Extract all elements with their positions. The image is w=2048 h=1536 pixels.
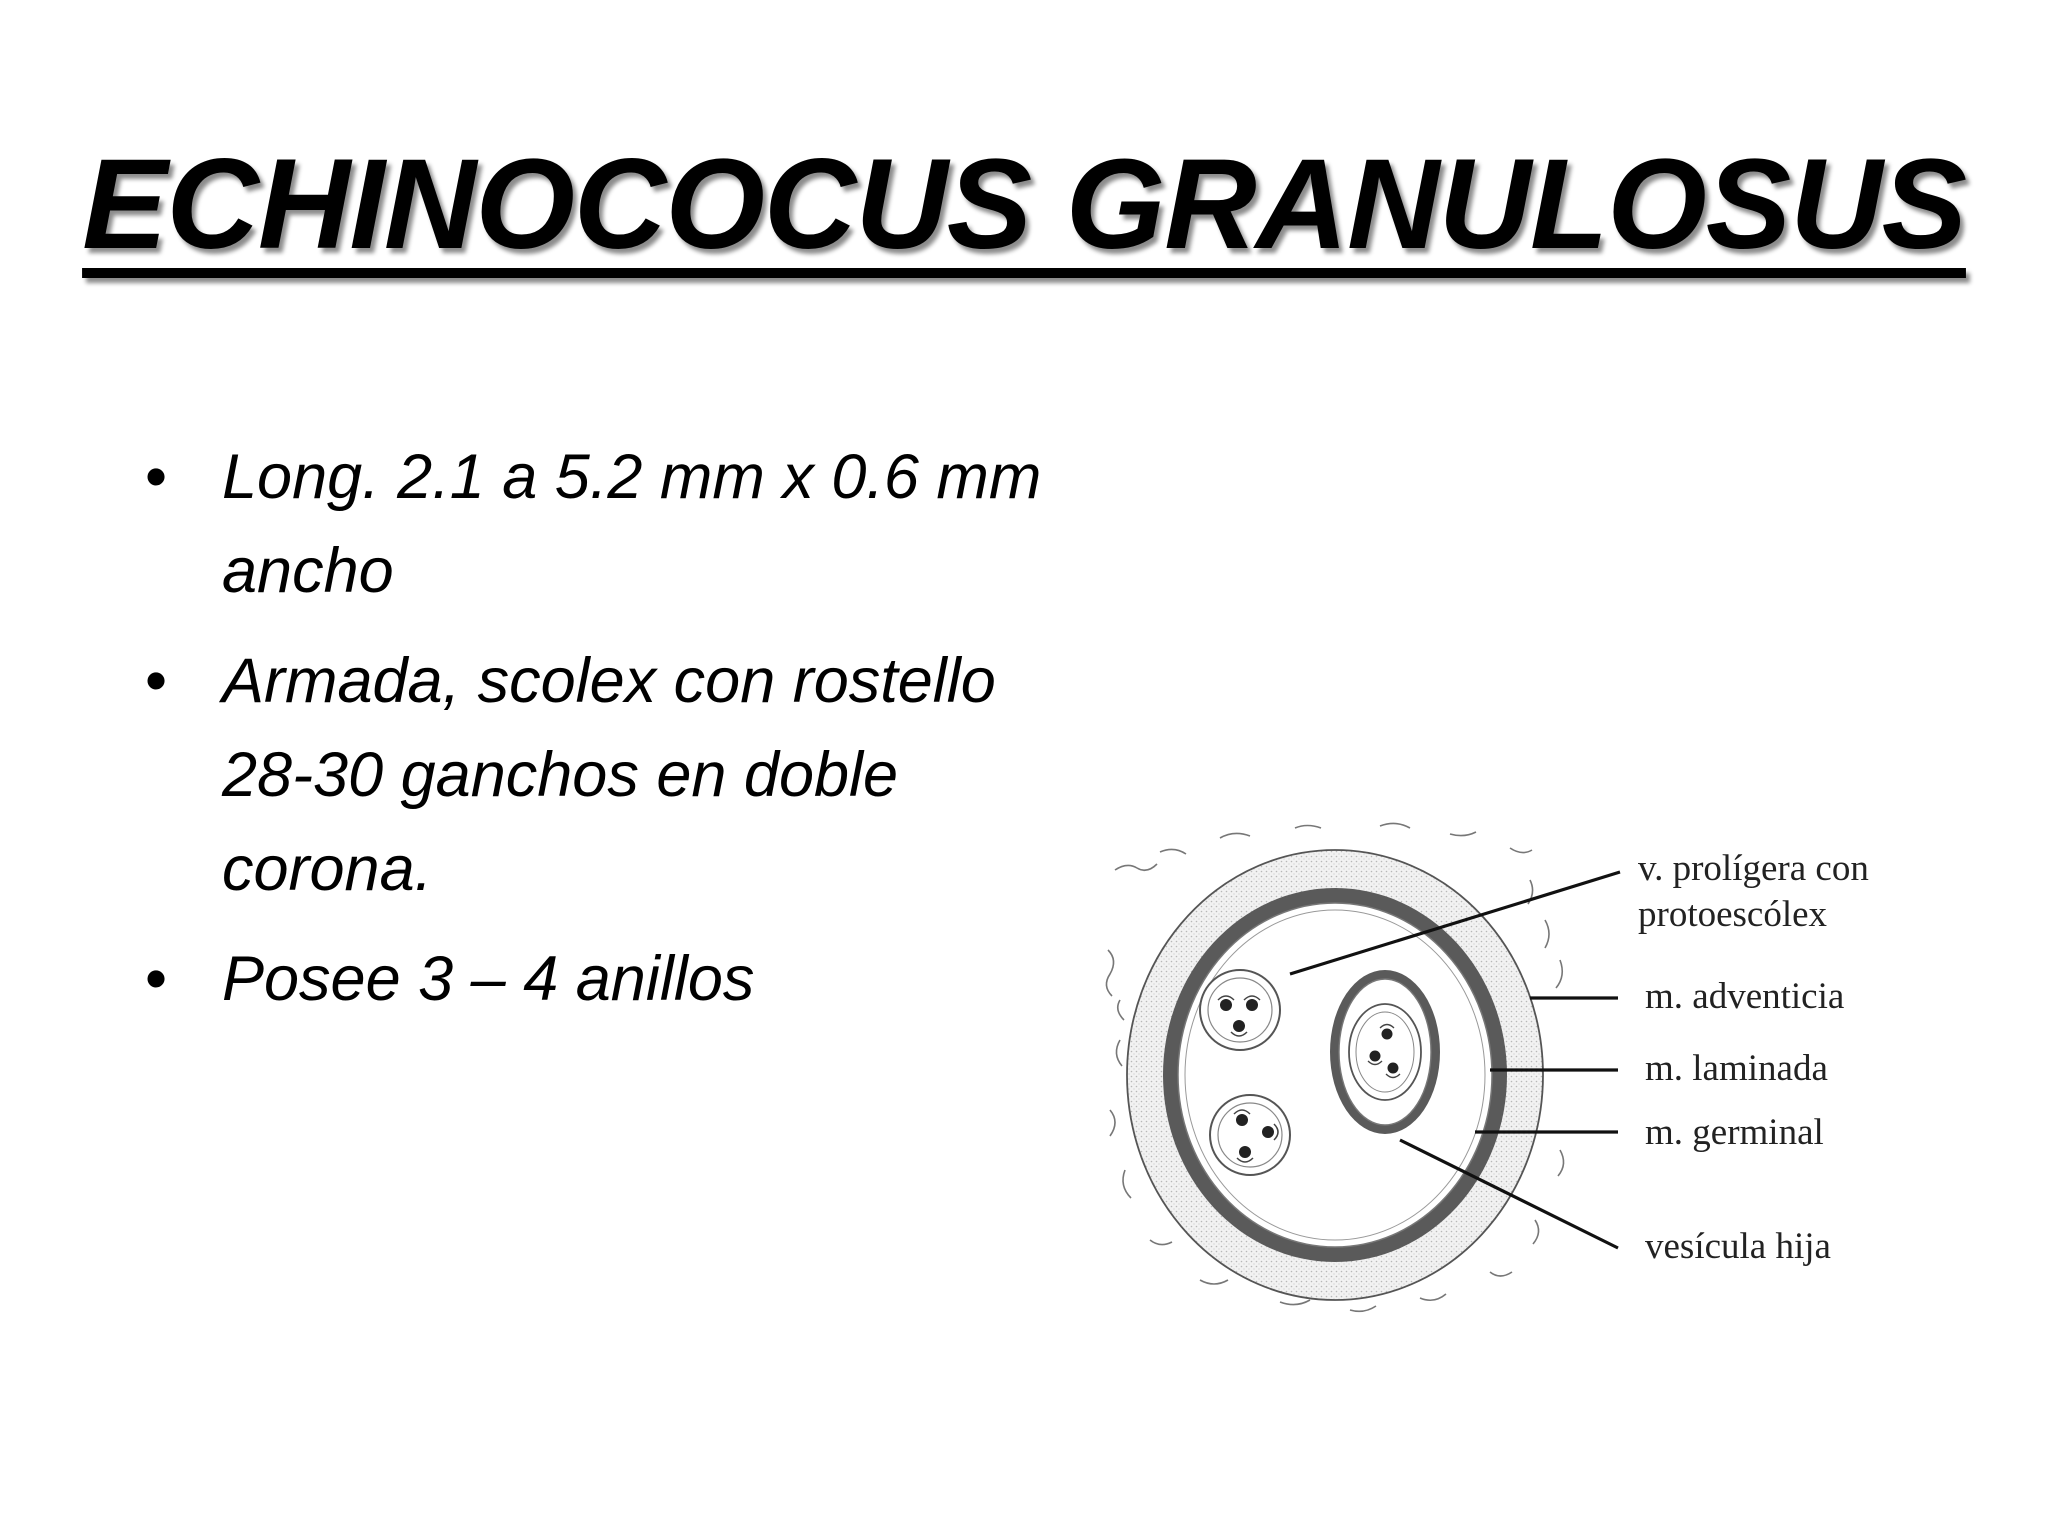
- daughter-vesicle: [1330, 970, 1440, 1134]
- bullet-item: [145, 932, 1045, 1026]
- bullet-item: [145, 430, 1045, 618]
- brood-capsule: [1200, 970, 1280, 1050]
- label-vesicula: vesícula hija: [1645, 1226, 1831, 1267]
- bullet-list: [145, 430, 1045, 1042]
- bullet-text: Posee 3 – 4 anillos: [222, 944, 755, 1014]
- label-proligera-line2: protoescólex: [1638, 894, 1828, 935]
- bullet-item: [145, 634, 1045, 916]
- label-laminada: m. laminada: [1645, 1048, 1828, 1089]
- hydatid-cyst-diagram: [1090, 810, 1890, 1330]
- brood-capsule: [1210, 1095, 1290, 1175]
- label-proligera-line1: v. prolígera con: [1638, 848, 1869, 889]
- label-germinal: m. germinal: [1645, 1112, 1824, 1153]
- bullet-dot-icon: •: [145, 646, 168, 716]
- bullet-dot-icon: •: [145, 442, 168, 512]
- label-adventicia: m. adventicia: [1645, 976, 1845, 1017]
- slide-title: ECHINOCOCUS GRANULOSUS: [82, 133, 1966, 276]
- bullet-text: Armada, scolex con rostello 28-30 ganchos en doble corona.: [222, 646, 996, 904]
- bullet-text: Long. 2.1 a 5.2 mm x 0.6 mm ancho: [222, 442, 1042, 606]
- bullet-dot-icon: •: [145, 944, 168, 1014]
